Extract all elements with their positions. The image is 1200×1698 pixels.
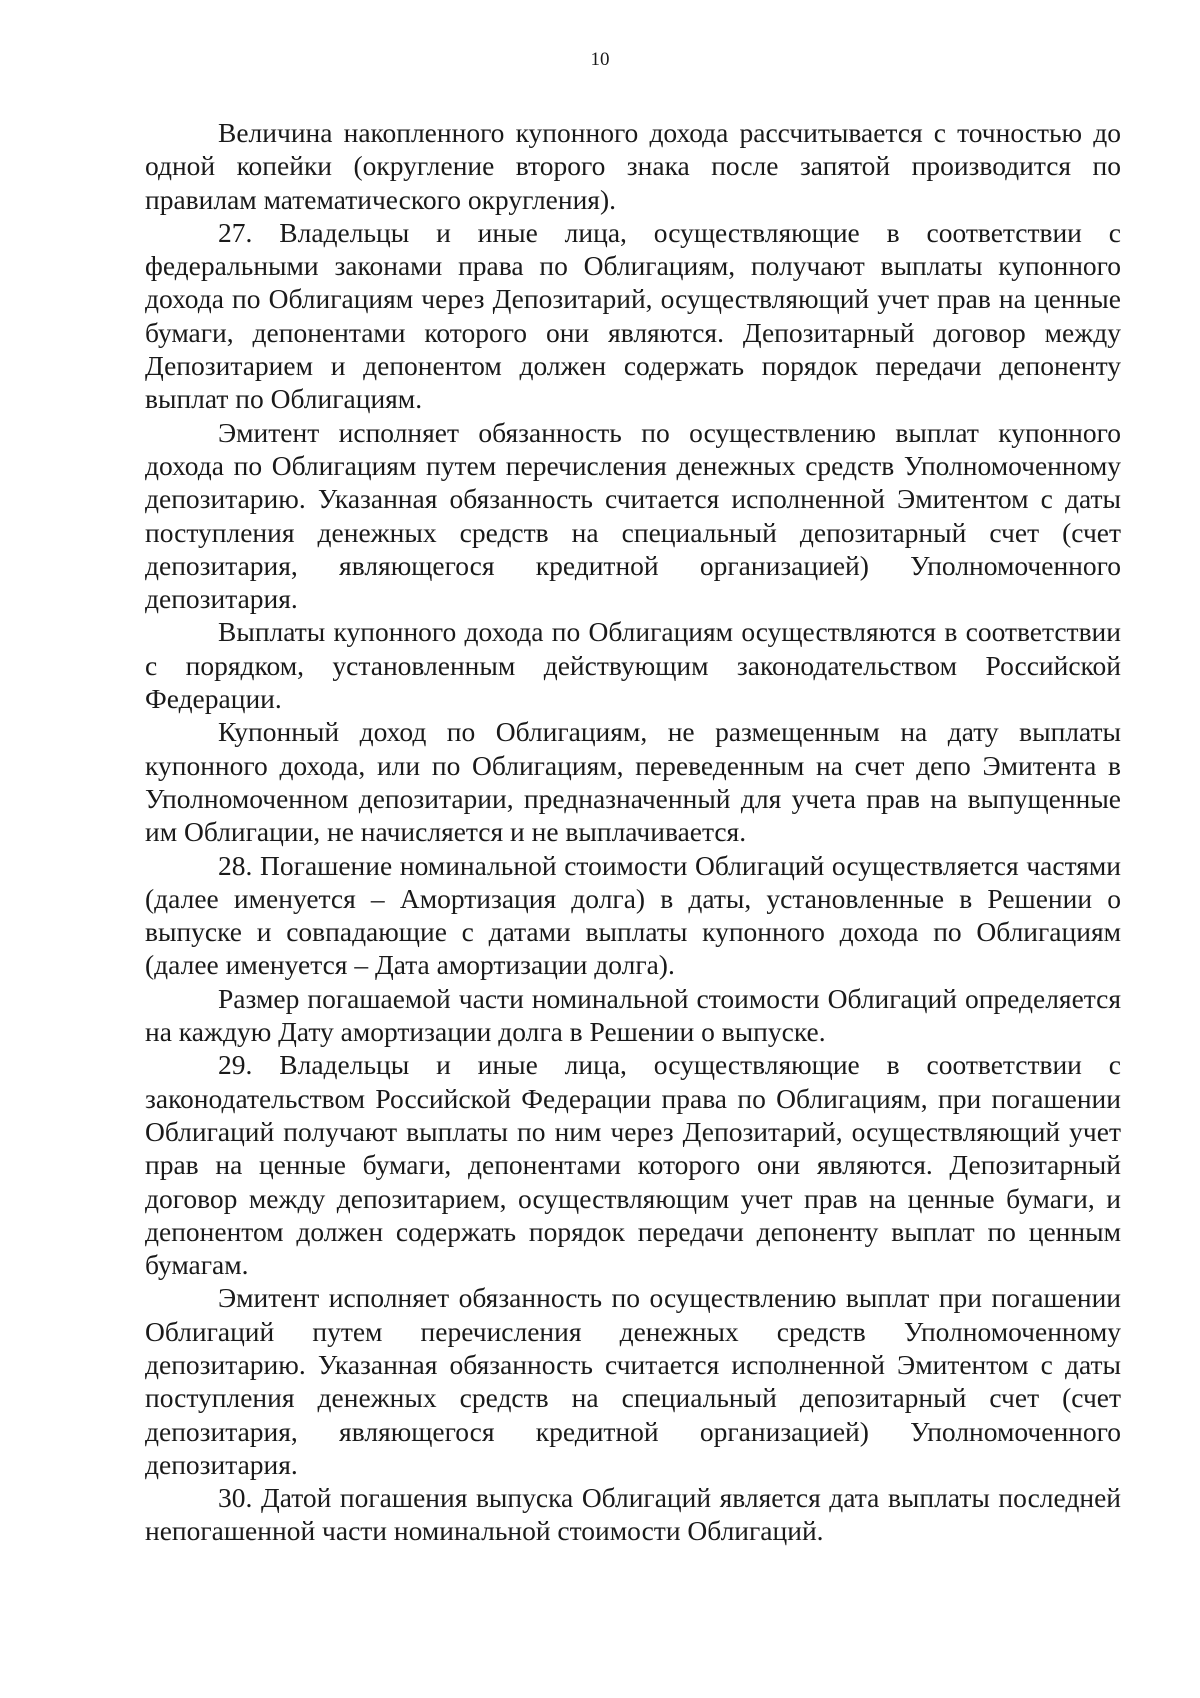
- paragraph-27-coupon-payments: 27. Владельцы и иные лица, осуществляющие в соответствии с федеральными законами права по Облигациям, получают выплаты купонного дохода по Облигациям через Депозитарий, осуществляющий учет прав на ценные бумаги, депонентами которого они являются. Депозитарный договор между Депозитарием и депонентом должен содержать порядок передачи депоненту выплат по Облигациям.: [145, 216, 1121, 415]
- paragraph-28-amortization: 28. Погашение номинальной стоимости Облигаций осуществляется частями (далее именуется – Амортизация долга) в даты, установленные в Решении о выпуске и совпадающие с датами выплаты купонного дохода по Облигациям (далее именуется – Дата амортизации долга).: [145, 849, 1121, 981]
- paragraph-unplaced-bonds-coupon: Купонный доход по Облигациям, не размещенным на дату выплаты купонного дохода, или по Облигациям, переведенным на счет депо Эмитента в Уполномоченном депозитарии, предназначенный для учета прав на выпущенные им Облигации, не начисляется и не выплачивается.: [145, 716, 1121, 848]
- paragraph-30-maturity-date: 30. Датой погашения выпуска Облигаций является дата выплаты последней непогашенной части номинальной стоимости Облигаций.: [145, 1482, 1121, 1547]
- paragraph-29-redemption-payments: 29. Владельцы и иные лица, осуществляющие в соответствии с законодательством Российской Федерации права по Облигациям, при погашении Облигаций получают выплаты по ним через Депозитарий, осуществляющий учет прав на ценные бумаги, депонентами которого они являются. Депозитарный договор между депозитарием, осуществляющим учет прав на ценные бумаги, и депонентом должен содержать порядок передачи депоненту выплат по ценным бумагам.: [145, 1049, 1121, 1281]
- paragraph-issuer-redemption-obligation: Эмитент исполняет обязанность по осуществлению выплат при погашении Облигаций путем перечисления денежных средств Уполномоченному депозитарию. Указанная обязанность считается исполненной Эмитентом с даты поступления денежных средств на специальный депозитарный счет (счет депозитария, являющегося кредитной организацией) Уполномоченного депозитария.: [145, 1282, 1121, 1480]
- paragraph-redeemed-part-size: Размер погашаемой части номинальной стоимости Облигаций определяется на каждую Дату амортизации долга в Решении о выпуске.: [145, 982, 1121, 1048]
- page-number: 10: [590, 49, 610, 70]
- document-body: [145, 116, 1121, 1548]
- paragraph-issuer-coupon-obligation: Эмитент исполняет обязанность по осуществлению выплат купонного дохода по Облигациям путем перечисления денежных средств Уполномоченному депозитарию. Указанная обязанность считается исполненной Эмитентом с даты поступления денежных средств на специальный депозитарный счет (счет депозитария, являющегося кредитной организацией) Уполномоченного депозитария.: [145, 416, 1121, 615]
- paragraph-accrued-coupon-precision: Величина накопленного купонного дохода рассчитывается с точностью до одной копейки (округление второго знака после запятой производится по правилам математического округления).: [145, 117, 1121, 215]
- paragraph-coupon-payment-procedure: Выплаты купонного дохода по Облигациям осуществляются в соответствии с порядком, установленным действующим законодательством Российской Федерации.: [145, 616, 1121, 715]
